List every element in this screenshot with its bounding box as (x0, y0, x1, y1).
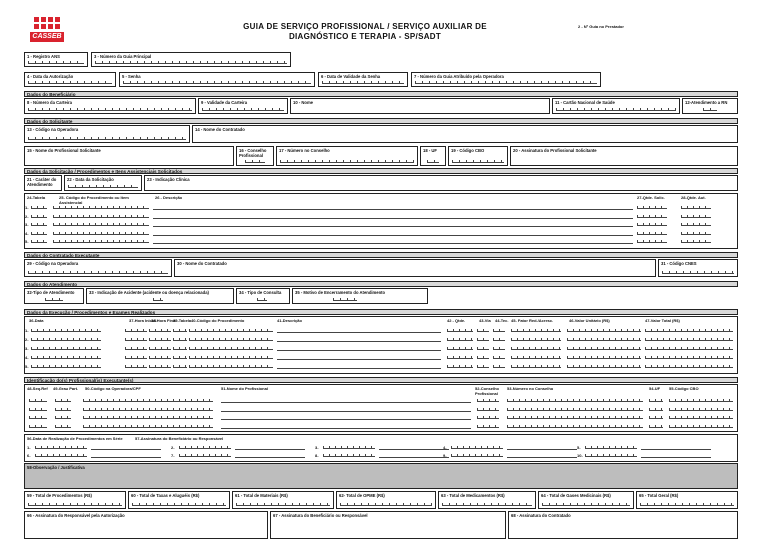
uf-field (649, 408, 663, 411)
hora-final-field (149, 365, 171, 368)
series-signature-line (235, 449, 305, 450)
grau-part-field (55, 399, 71, 402)
series-number: 9- (443, 453, 447, 458)
field-registro-ans[interactable]: 1 - Registro ANS (24, 52, 88, 67)
field-profissional-solicitante[interactable]: 15 - Nome do Profissional Solicitante (24, 146, 234, 166)
series-signature-line (235, 457, 305, 458)
field-assinatura-autorizacao[interactable]: 66 - Assinatura do Responsável pela Autorização (24, 511, 268, 539)
qtde-aut-field (681, 223, 711, 226)
field-cnes[interactable]: 31 - Código CNES (658, 259, 738, 277)
grau-part-field (55, 408, 71, 411)
guide-number-label: 2 - Nº Guia no Prestador (578, 24, 624, 29)
field-codigo-operadora-sol[interactable]: 13 - Código na Operadora (24, 125, 190, 143)
field-numero-conselho[interactable]: 17 - Número no Conselho (276, 146, 418, 166)
descricao-line (153, 235, 633, 236)
tabela-field (31, 240, 47, 243)
via-field (477, 338, 489, 341)
hora-final-field (149, 329, 171, 332)
series-date-field (323, 454, 375, 457)
field-assinatura-beneficiario[interactable]: 67 - Assinatura do Beneficiário ou Responsável (270, 511, 506, 539)
qtde-aut-field (681, 232, 711, 235)
field-indicacao-acidente[interactable]: 33 - Indicação de Acidente (acidente ou doença relacionada) (86, 288, 234, 304)
table-performed-procedures: 36-Data 37-Hora Inicial 38-Hora Final 39-Tabela 40-Código do Procedimento 41-Descrição 42 - Qtde. 43-Via 44-Tec. 45- Fator Red./Acresc. 46-Valor Unitário (R$) 47-Valor Total (R$) 1- 2- 3- 4- 5- (24, 316, 738, 374)
codigo-cpf-field (83, 408, 213, 411)
series-number: 6- (27, 453, 31, 458)
tec-field (493, 356, 505, 359)
codigo-field (189, 329, 273, 332)
descricao-line (277, 332, 441, 333)
grau-part-field (55, 425, 71, 428)
field-nome-contratado-exec[interactable]: 30 - Nome do Contratado (174, 259, 656, 277)
field-tipo-atendimento[interactable]: 32-Tipo de Atendimento (24, 288, 84, 304)
series-date-field (179, 446, 231, 449)
tabela-field (173, 347, 187, 350)
descricao-line (277, 368, 441, 369)
series-signature-line (641, 449, 711, 450)
fator-field (511, 338, 561, 341)
cbo-field (669, 425, 733, 428)
field-tipo-consulta[interactable]: 34 - Tipo de Consulta (236, 288, 290, 304)
data-field (31, 338, 101, 341)
valor-total-field (645, 347, 733, 350)
fator-field (511, 329, 561, 332)
valor-unitario-field (567, 356, 641, 359)
descricao-line (153, 209, 633, 210)
field-carater-atendimento[interactable]: 21 - Caráter do Atendimento (24, 175, 62, 191)
series-signature-line (91, 449, 161, 450)
uf-field (649, 416, 663, 419)
series-number: 4- (443, 445, 447, 450)
valor-unitario-field (567, 329, 641, 332)
conselho-field (477, 408, 499, 411)
codigo-field (53, 206, 149, 209)
series-date-field (585, 454, 637, 457)
data-field (31, 356, 101, 359)
series-number: 8- (315, 453, 319, 458)
row-number: 4- (25, 230, 29, 236)
fator-field (511, 356, 561, 359)
series-number: 3- (315, 445, 319, 450)
nome-profissional-line (221, 428, 471, 429)
section-solicitante: Dados do Solicitante (24, 118, 738, 124)
series-number: 5- (577, 445, 581, 450)
row-number: 2- (25, 337, 29, 342)
section-beneficiario: Dados do Beneficiário (24, 91, 738, 97)
codigo-cpf-field (83, 425, 213, 428)
row-number: 1- (25, 328, 29, 333)
row-number: 5- (25, 364, 29, 369)
via-field (477, 365, 489, 368)
nome-profissional-line (221, 402, 471, 403)
qtde-solic-field (637, 223, 667, 226)
field-validade-carteira[interactable]: 9 - Validade da Carteira (198, 98, 288, 114)
field-senha[interactable]: 5 - Senha (119, 72, 315, 87)
field-guia-principal[interactable]: 3 - Número da Guia Principal (91, 52, 291, 67)
section-atendimento: Dados do Atendimento (24, 281, 738, 287)
table-professionals: 48-Seq.Ref 49-Grau Part. 50-Código na Operadora/CPF 51-Nome do Profissional 52-Conselho Profissional 53-Número no Conselho 54-UF 55-Código CBO (24, 384, 738, 432)
series-date-field (35, 446, 87, 449)
tabela-field (31, 206, 47, 209)
hora-inicial-field (125, 338, 147, 341)
seq-ref-field (29, 416, 47, 419)
row-number: 4- (25, 355, 29, 360)
logo-text: CASSEB (32, 33, 62, 40)
series-date-field (35, 454, 87, 457)
tec-field (493, 329, 505, 332)
hora-inicial-field (125, 347, 147, 350)
tabela-field (173, 365, 187, 368)
series-signature-line (507, 457, 577, 458)
uf-field (649, 399, 663, 402)
tec-field (493, 365, 505, 368)
tabela-field (31, 215, 47, 218)
table-series-dates: 56-Data de Realização de Procedimentos em Série 57-Assinatura do Beneficiário ou Responsável 1- 2- 3- 4- 5- 6- 7- 8- 9- 10- (24, 434, 738, 462)
field-guia-operadora[interactable]: 7 - Número da Guia Atribuído pela Operadora (411, 72, 601, 87)
qtde-aut-field (681, 240, 711, 243)
section-identificacao: Identificação do(s) Profissional(is) Executante(s) (24, 377, 738, 383)
fator-field (511, 365, 561, 368)
valor-total-field (645, 338, 733, 341)
series-signature-line (641, 457, 711, 458)
qtde-aut-field (681, 206, 711, 209)
field-numero-carteira[interactable]: 8 - Número da Carteira (24, 98, 196, 114)
grau-part-field (55, 416, 71, 419)
data-field (31, 329, 101, 332)
conselho-field (477, 399, 499, 402)
row-number: 3- (25, 346, 29, 351)
tec-field (493, 347, 505, 350)
field-total-procedimentos[interactable]: 59 - Total de Procedimentos (R$) (24, 491, 126, 509)
descricao-line (153, 218, 633, 219)
field-total-geral[interactable]: 65 - Total Geral (R$) (636, 491, 738, 509)
field-total-medicamentos[interactable]: 63 - Total de Medicamentos (R$) (438, 491, 536, 509)
nome-profissional-line (221, 419, 471, 420)
numero-conselho-field (507, 408, 643, 411)
hora-final-field (149, 356, 171, 359)
qtde-solic-field (637, 240, 667, 243)
codigo-cpf-field (83, 399, 213, 402)
section-executante: Dados do Contratado Executante (24, 252, 738, 258)
row-number: 3- (25, 222, 29, 227)
hora-final-field (149, 338, 171, 341)
codigo-field (53, 232, 149, 235)
hora-inicial-field (125, 365, 147, 368)
seq-ref-field (29, 408, 47, 411)
series-date-field (451, 446, 503, 449)
series-signature-line (379, 457, 449, 458)
valor-total-field (645, 356, 733, 359)
via-field (477, 356, 489, 359)
data-field (31, 347, 101, 350)
nome-profissional-line (221, 411, 471, 412)
codigo-field (53, 223, 149, 226)
tec-field (493, 338, 505, 341)
descricao-line (153, 226, 633, 227)
field-motivo-encerramento[interactable]: 35 - Motivo de Encerramento do Atendimento (292, 288, 428, 304)
cbo-field (669, 416, 733, 419)
data-field (31, 365, 101, 368)
hora-final-field (149, 347, 171, 350)
series-date-field (585, 446, 637, 449)
series-signature-line (379, 449, 449, 450)
valor-unitario-field (567, 338, 641, 341)
row-number: 5- (25, 239, 29, 244)
codigo-field (189, 365, 273, 368)
valor-total-field (645, 365, 733, 368)
field-nome-beneficiario[interactable]: 10 - Nome (290, 98, 550, 114)
qtde-aut-field (681, 215, 711, 218)
codigo-field (189, 338, 273, 341)
valor-unitario-field (567, 347, 641, 350)
codigo-field (53, 215, 149, 218)
field-total-materiais[interactable]: 61 - Total de Materiais (R$) (232, 491, 334, 509)
row-number: 1- (25, 205, 29, 210)
field-data-solicitacao[interactable]: 22 - Data da Solicitação (64, 175, 142, 191)
tabela-field (173, 356, 187, 359)
series-number: 10- (577, 453, 583, 458)
field-total-gases[interactable]: 64 - Total de Gases Medicinais (R$) (538, 491, 634, 509)
numero-conselho-field (507, 425, 643, 428)
field-validade-senha[interactable]: 6 - Data de Validade da Senha (318, 72, 408, 87)
hora-inicial-field (125, 329, 147, 332)
qtde-field (447, 347, 473, 350)
field-total-opme[interactable]: 62- Total de OPME (R$) (336, 491, 436, 509)
qtde-field (447, 356, 473, 359)
field-indicacao-clinica[interactable]: 23 - Indicação Clínica (144, 175, 738, 191)
conselho-field (477, 416, 499, 419)
seq-ref-field (29, 399, 47, 402)
field-cbo-sol[interactable]: 19 - Código CBO (448, 146, 508, 166)
descricao-line (277, 341, 441, 342)
uf-field (649, 425, 663, 428)
numero-conselho-field (507, 416, 643, 419)
codigo-cpf-field (83, 416, 213, 419)
field-nome-contratado-sol[interactable]: 14 - Nome do Contratado (192, 125, 738, 143)
series-date-field (323, 446, 375, 449)
series-signature-line (91, 457, 161, 458)
valor-total-field (645, 329, 733, 332)
section-solicitacao: Dados da Solicitação / Procedimentos e Itens Assistenciais Solicitados (24, 168, 738, 174)
via-field (477, 347, 489, 350)
series-date-field (451, 454, 503, 457)
series-number: 7- (171, 453, 175, 458)
qtde-field (447, 365, 473, 368)
qtde-solic-field (637, 206, 667, 209)
tabela-field (31, 223, 47, 226)
tabela-field (173, 329, 187, 332)
qtde-solic-field (637, 215, 667, 218)
via-field (477, 329, 489, 332)
codigo-field (53, 240, 149, 243)
conselho-field (477, 425, 499, 428)
section-execucao: Dados da Execução / Procedimentos e Exames Realizados (24, 309, 738, 315)
codigo-field (189, 356, 273, 359)
field-assinatura-contratado[interactable]: 68 - Assinatura do Contratado (508, 511, 738, 539)
series-number: 1- (27, 445, 31, 450)
field-cartao-nacional[interactable]: 11 - Cartão Nacional de Saúde (552, 98, 680, 114)
fator-field (511, 347, 561, 350)
field-uf-sol[interactable]: 18 - UF (420, 146, 446, 166)
casseb-logo (30, 17, 64, 45)
page-title: GUIA DE SERVIÇO PROFISSIONAL / SERVIÇO AUXILIAR DE DIAGNÓSTICO E TERAPIA - SP/SADT (243, 22, 487, 41)
field-observacao[interactable]: 58-Observação / Justificativa (24, 463, 738, 489)
numero-conselho-field (507, 399, 643, 402)
descricao-line (277, 350, 441, 351)
seq-ref-field (29, 425, 47, 428)
table-requested-procedures: 24-Tabela 25- Código do Procedimento ou Item Assistencial 26 - Descrição 27-Qtde. Solic. 28-Qtde. Aut. 1- 2- 3- 4- 5- (24, 193, 738, 249)
field-atendimento-rn[interactable]: 12-Atendimento a RN (682, 98, 738, 114)
tabela-field (173, 338, 187, 341)
field-total-taxas[interactable]: 60 - Total de Taxas e Aluguéis (R$) (128, 491, 230, 509)
descricao-line (153, 243, 633, 244)
cbo-field (669, 408, 733, 411)
field-codigo-operadora-exec[interactable]: 29 - Código na Operadora (24, 259, 172, 277)
descricao-line (277, 359, 441, 360)
field-data-autorizacao[interactable]: 4 - Data da Autorização (24, 72, 116, 87)
valor-unitario-field (567, 365, 641, 368)
codigo-field (189, 347, 273, 350)
series-date-field (179, 454, 231, 457)
qtde-solic-field (637, 232, 667, 235)
hora-inicial-field (125, 356, 147, 359)
series-signature-line (507, 449, 577, 450)
qtde-field (447, 329, 473, 332)
tabela-field (31, 232, 47, 235)
row-number: 2- (25, 213, 29, 219)
series-number: 2- (171, 445, 175, 450)
cbo-field (669, 399, 733, 402)
field-assinatura-solicitante[interactable]: 20 - Assinatura do Profissional Solicitante (510, 146, 738, 166)
field-conselho-profissional[interactable]: 16 - Conselho Profissional (236, 146, 274, 166)
qtde-field (447, 338, 473, 341)
